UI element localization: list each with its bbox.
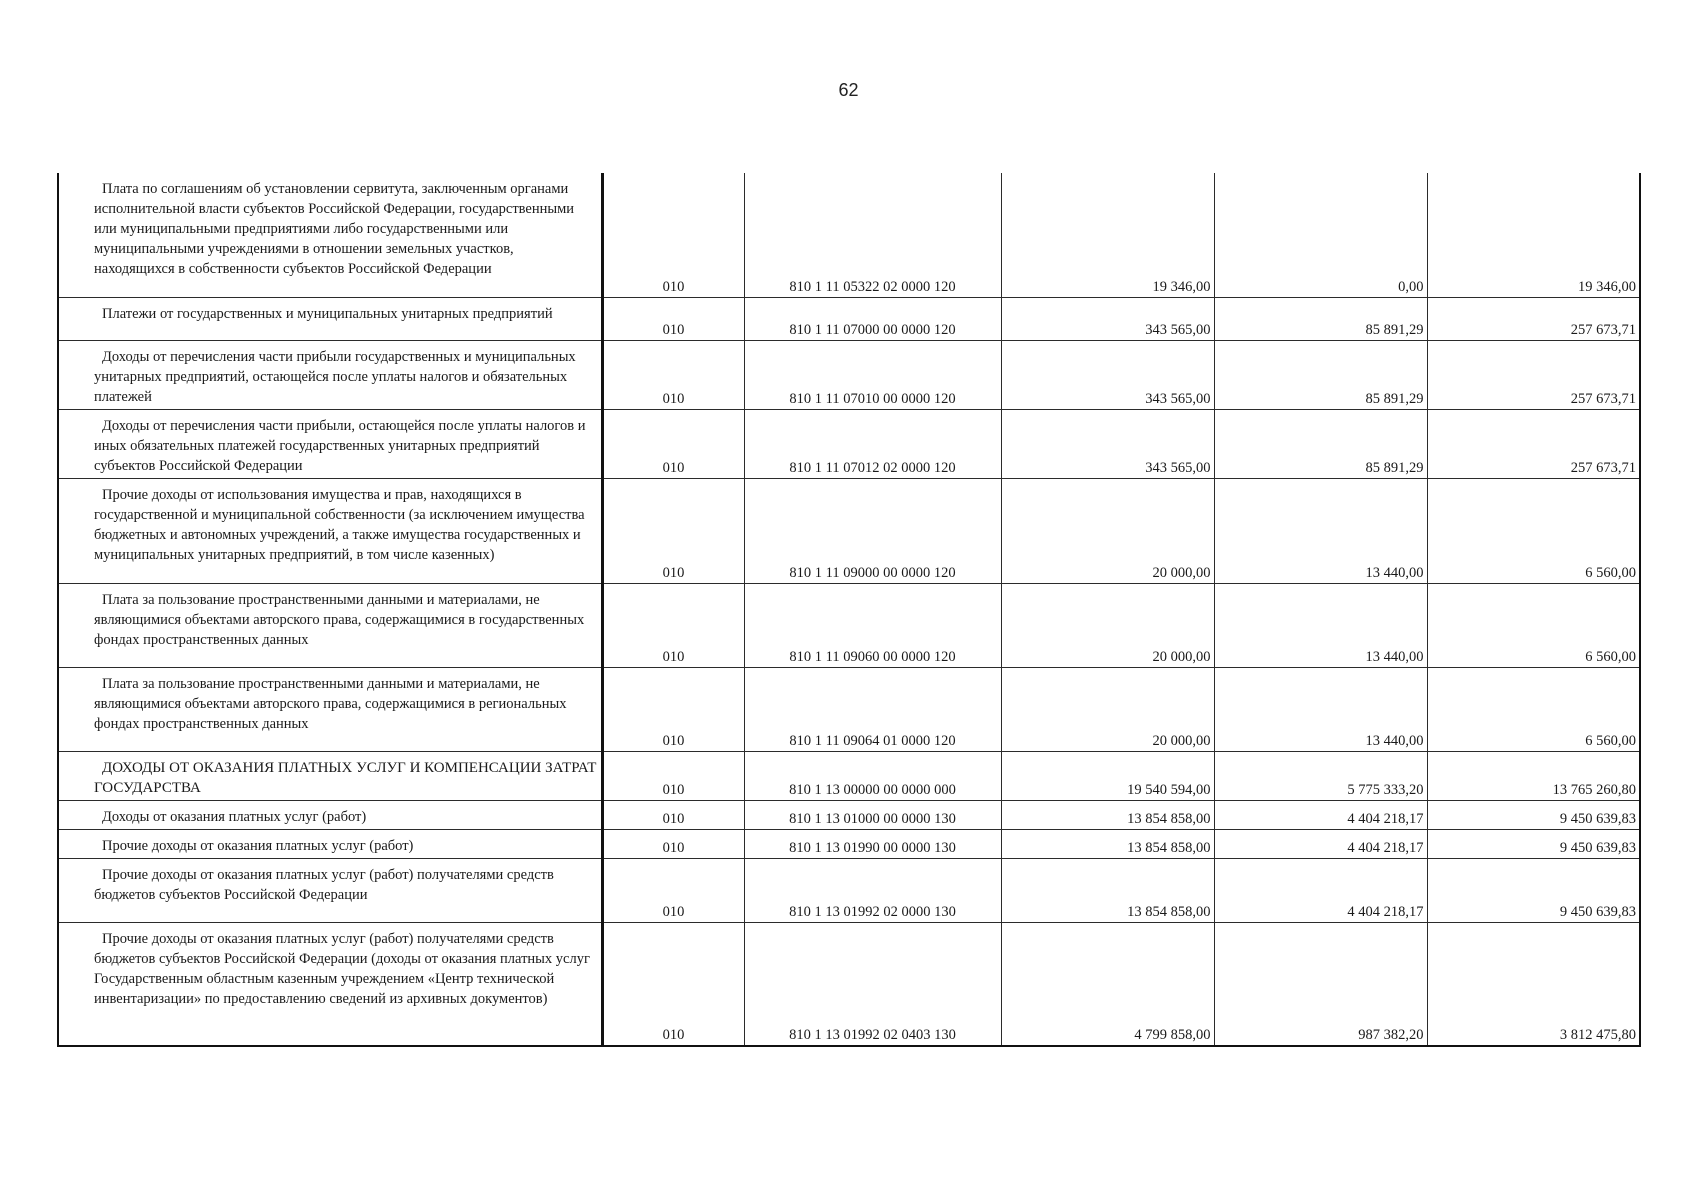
row-name: Доходы от перечисления части прибыли, остающейся после уплаты налогов и иных обязательных платежей государственных унитарных предприятий субъектов Российской Федерации [58, 409, 602, 478]
row-unexecuted: 3 812 475,80 [1427, 922, 1640, 1046]
row-name: Платежи от государственных и муниципальных унитарных предприятий [58, 297, 602, 340]
row-executed: 4 404 218,17 [1214, 829, 1427, 858]
page-number: 62 [838, 80, 859, 100]
row-approved: 20 000,00 [1001, 667, 1214, 751]
row-name: Прочие доходы от использования имущества и прав, находящихся в государственной и муниципальной собственности (за исключением имущества бюджетных и автономных учреждений, а также имущества государственных и муниципальных унитарных предприятий, в том числе казенных) [58, 478, 602, 583]
table-row [58, 858, 1640, 922]
row-executed: 85 891,29 [1214, 340, 1427, 409]
row-code: 010 [602, 583, 744, 667]
row-name: Плата за пользование пространственными данными и материалами, не являющимися объектами авторского права, содержащимися в региональных фондах пространственных данных [58, 667, 602, 751]
row-kbk: 810 1 13 01992 02 0403 130 [744, 922, 1001, 1046]
row-kbk: 810 1 11 09064 01 0000 120 [744, 667, 1001, 751]
row-kbk: 810 1 11 09060 00 0000 120 [744, 583, 1001, 667]
row-name: Прочие доходы от оказания платных услуг (работ) [58, 829, 602, 858]
row-code: 010 [602, 922, 744, 1046]
row-code: 010 [602, 858, 744, 922]
row-approved: 13 854 858,00 [1001, 829, 1214, 858]
row-unexecuted: 9 450 639,83 [1427, 800, 1640, 829]
row-unexecuted: 257 673,71 [1427, 409, 1640, 478]
row-code: 010 [602, 667, 744, 751]
row-name: Плата по соглашениям об установлении сервитута, заключенным органами исполнительной власти субъектов Российской Федерации, государственными или муниципальными предприятиями либо государственными или муниципальными учреждениями в отношении земельных участков, находящихся в собственности субъектов Российской Федерации [58, 173, 602, 297]
row-kbk: 810 1 13 01000 00 0000 130 [744, 800, 1001, 829]
table-row [58, 583, 1640, 667]
row-executed: 13 440,00 [1214, 583, 1427, 667]
row-unexecuted: 9 450 639,83 [1427, 829, 1640, 858]
row-kbk: 810 1 13 01992 02 0000 130 [744, 858, 1001, 922]
row-executed: 5 775 333,20 [1214, 751, 1427, 800]
row-kbk: 810 1 11 09000 00 0000 120 [744, 478, 1001, 583]
row-executed: 85 891,29 [1214, 297, 1427, 340]
row-code: 010 [602, 829, 744, 858]
row-code: 010 [602, 340, 744, 409]
row-code: 010 [602, 173, 744, 297]
row-unexecuted: 6 560,00 [1427, 478, 1640, 583]
row-kbk: 810 1 11 07010 00 0000 120 [744, 340, 1001, 409]
table-row [58, 409, 1640, 478]
row-code: 010 [602, 478, 744, 583]
row-name: Доходы от перечисления части прибыли государственных и муниципальных унитарных предприятий, остающейся после уплаты налогов и обязательных платежей [58, 340, 602, 409]
table-row [58, 667, 1640, 751]
row-kbk: 810 1 11 07000 00 0000 120 [744, 297, 1001, 340]
row-executed: 4 404 218,17 [1214, 800, 1427, 829]
row-kbk: 810 1 13 00000 00 0000 000 [744, 751, 1001, 800]
row-unexecuted: 6 560,00 [1427, 583, 1640, 667]
table-row [58, 800, 1640, 829]
row-executed: 0,00 [1214, 173, 1427, 297]
row-name: Плата за пользование пространственными данными и материалами, не являющимися объектами авторского права, содержащимися в государственных фондах пространственных данных [58, 583, 602, 667]
row-name: Прочие доходы от оказания платных услуг (работ) получателями средств бюджетов субъектов Российской Федерации [58, 858, 602, 922]
table-row [58, 297, 1640, 340]
row-code: 010 [602, 409, 744, 478]
row-unexecuted: 257 673,71 [1427, 340, 1640, 409]
table-row [58, 340, 1640, 409]
row-executed: 13 440,00 [1214, 667, 1427, 751]
row-approved: 343 565,00 [1001, 297, 1214, 340]
row-executed: 13 440,00 [1214, 478, 1427, 583]
table-row [58, 751, 1640, 800]
row-executed: 4 404 218,17 [1214, 858, 1427, 922]
row-name: ДОХОДЫ ОТ ОКАЗАНИЯ ПЛАТНЫХ УСЛУГ И КОМПЕНСАЦИИ ЗАТРАТ ГОСУДАРСТВА [58, 751, 602, 800]
revenue-table [57, 173, 1641, 1047]
row-code: 010 [602, 800, 744, 829]
table-row [58, 478, 1640, 583]
row-approved: 343 565,00 [1001, 409, 1214, 478]
table-row [58, 829, 1640, 858]
row-approved: 20 000,00 [1001, 478, 1214, 583]
row-unexecuted: 13 765 260,80 [1427, 751, 1640, 800]
row-unexecuted: 257 673,71 [1427, 297, 1640, 340]
row-kbk: 810 1 11 05322 02 0000 120 [744, 173, 1001, 297]
row-approved: 19 540 594,00 [1001, 751, 1214, 800]
table-row [58, 173, 1640, 297]
row-unexecuted: 9 450 639,83 [1427, 858, 1640, 922]
row-approved: 4 799 858,00 [1001, 922, 1214, 1046]
row-approved: 343 565,00 [1001, 340, 1214, 409]
row-kbk: 810 1 11 07012 02 0000 120 [744, 409, 1001, 478]
row-name: Доходы от оказания платных услуг (работ) [58, 800, 602, 829]
row-code: 010 [602, 297, 744, 340]
row-unexecuted: 19 346,00 [1427, 173, 1640, 297]
row-executed: 85 891,29 [1214, 409, 1427, 478]
row-unexecuted: 6 560,00 [1427, 667, 1640, 751]
row-approved: 13 854 858,00 [1001, 800, 1214, 829]
row-approved: 13 854 858,00 [1001, 858, 1214, 922]
row-approved: 19 346,00 [1001, 173, 1214, 297]
row-name: Прочие доходы от оказания платных услуг (работ) получателями средств бюджетов субъектов Российской Федерации (доходы от оказания платных услуг Государственным областным казенным учреждением «Центр технической инвентаризации» по предоставлению сведений из архивных документов) [58, 922, 602, 1046]
row-kbk: 810 1 13 01990 00 0000 130 [744, 829, 1001, 858]
row-approved: 20 000,00 [1001, 583, 1214, 667]
row-code: 010 [602, 751, 744, 800]
table-row [58, 922, 1640, 1046]
row-executed: 987 382,20 [1214, 922, 1427, 1046]
